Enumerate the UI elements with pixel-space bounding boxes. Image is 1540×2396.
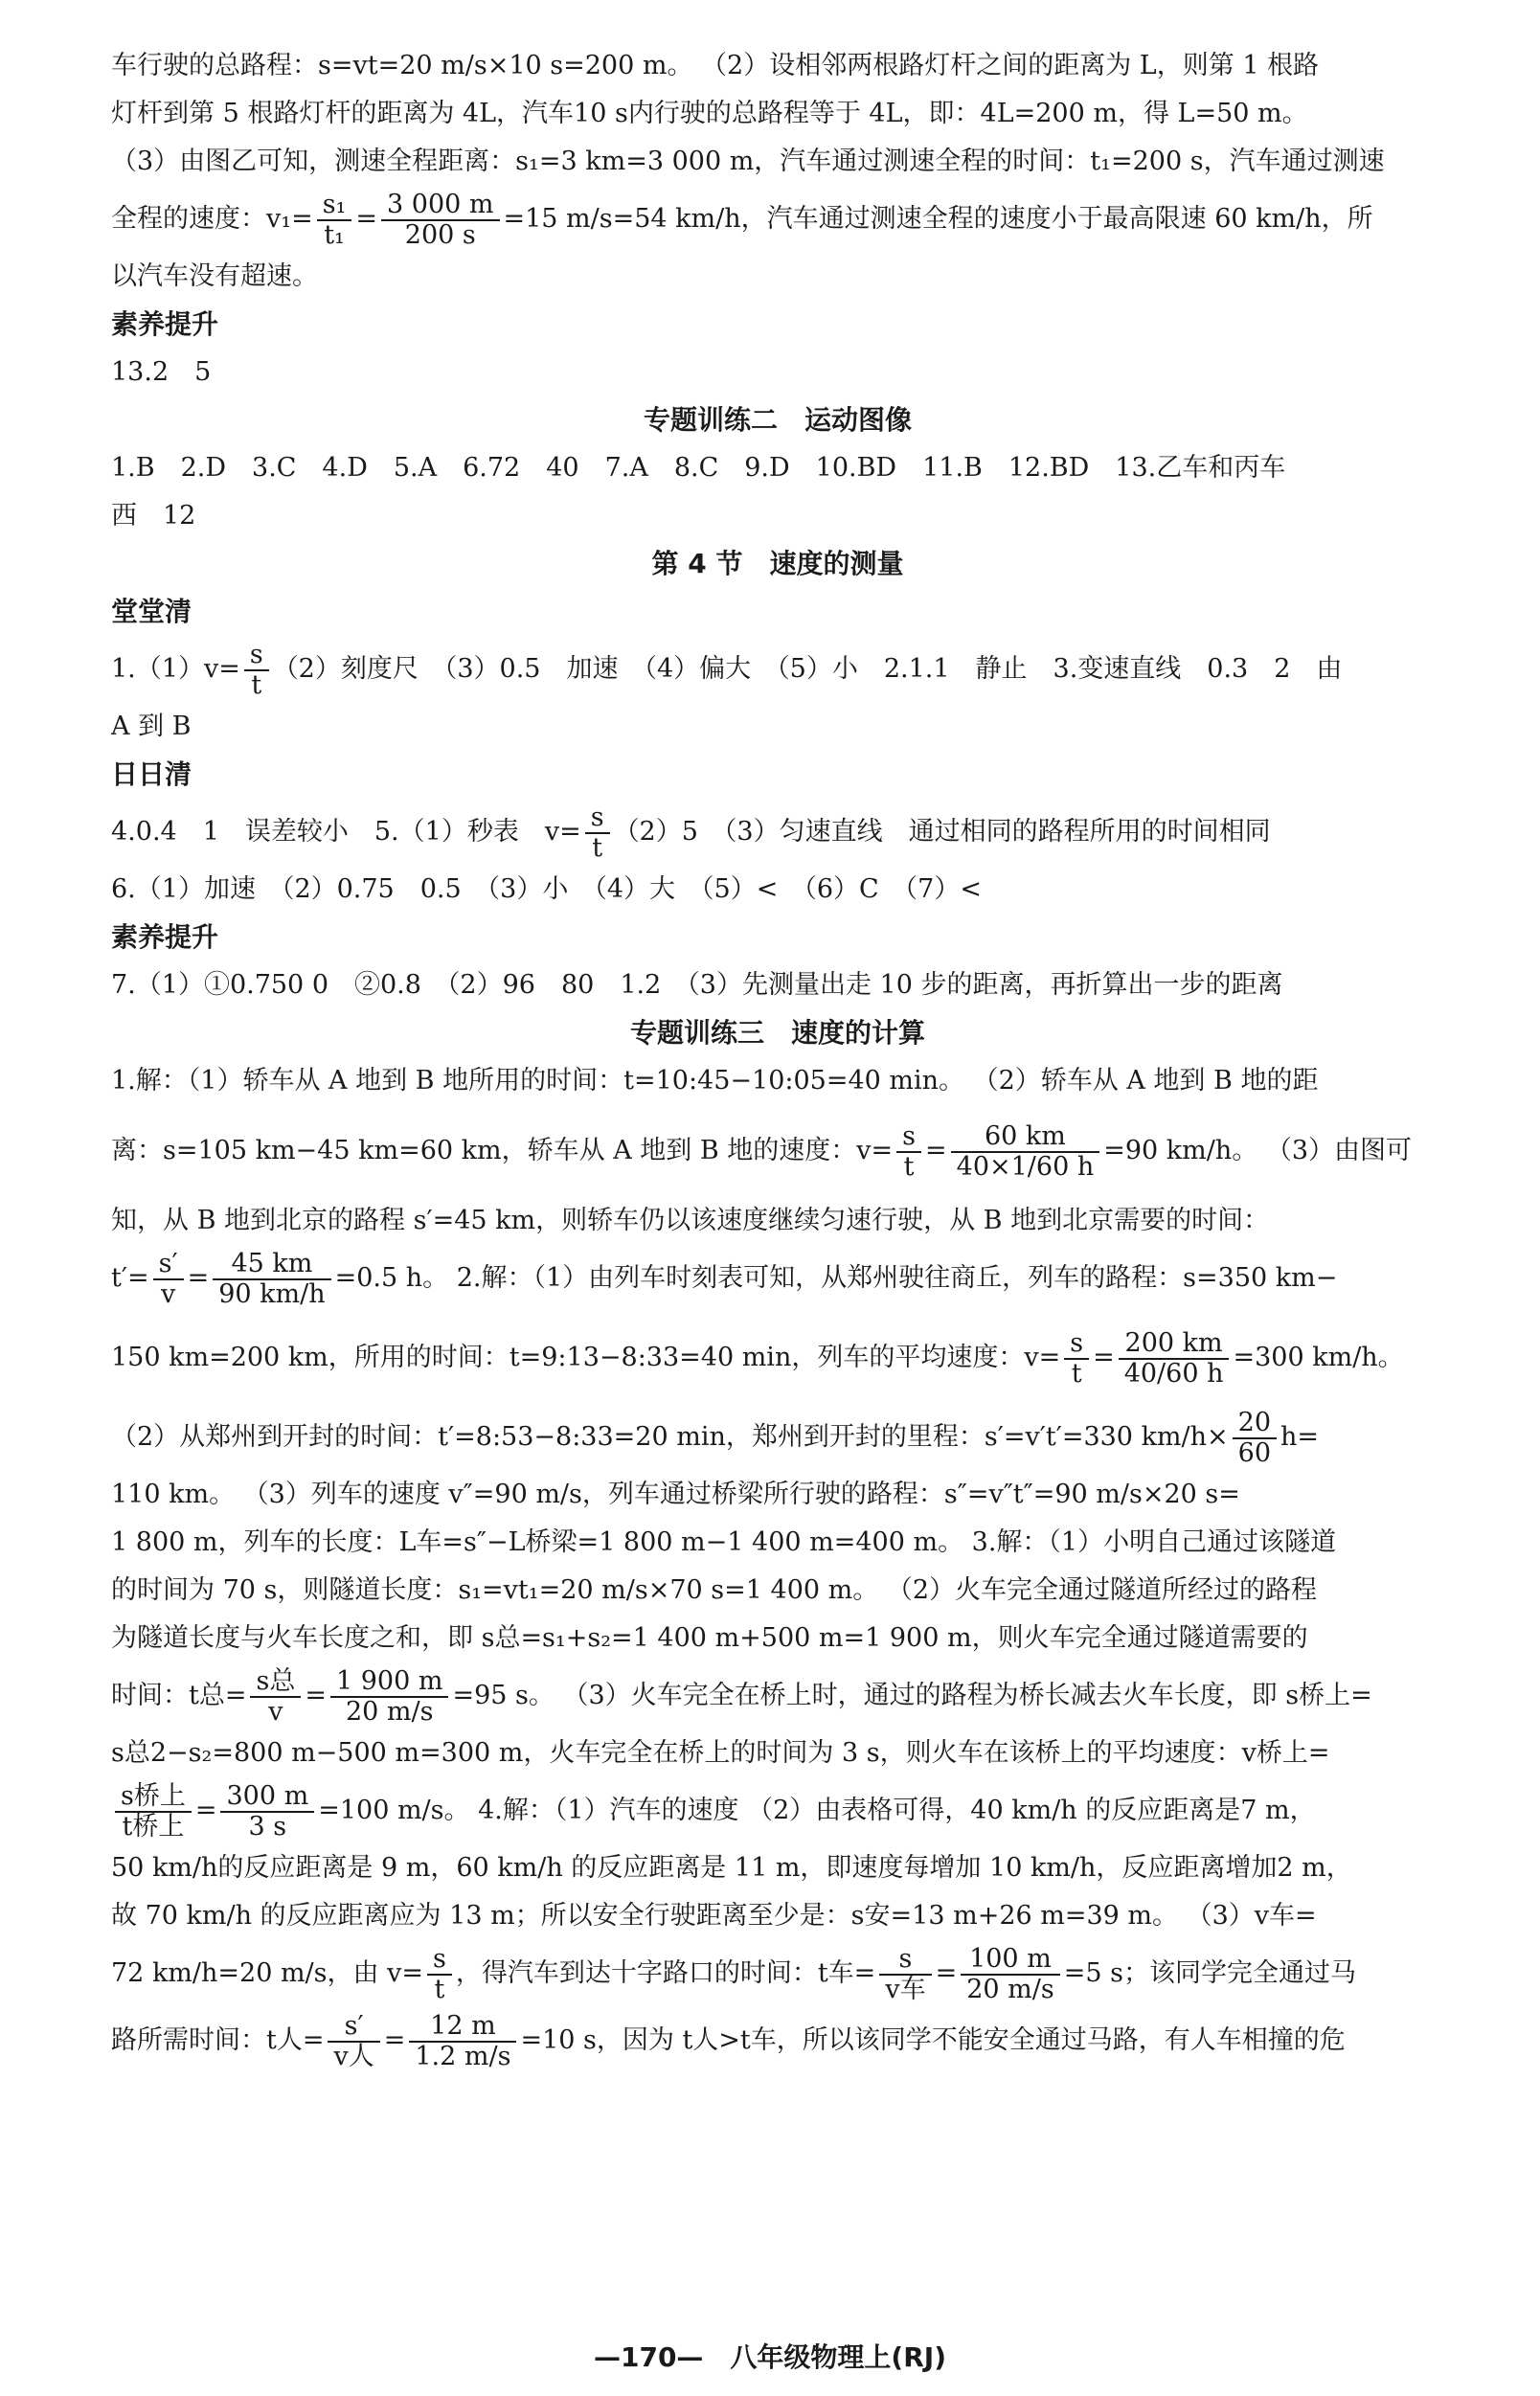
section-title: 专题训练二 运动图像 (643, 404, 912, 436)
text-span: 4.0.4 1 误差较小 5.（1）秒表 v= (111, 817, 581, 847)
fraction (1233, 1409, 1277, 1468)
text-line: 的时间为 70 s，则隧道长度：s₁=vt₁=20 m/s×70 s=1 400 m。 （2）火车完全通过隧道所经过的路程 (111, 1575, 1318, 1605)
fraction-denominator: 200 s (404, 219, 476, 250)
text-line: 时间：t总= $\frac{\text{s总}}{v}$ = $\frac{1 900 m}{20 m/s}$ =95 s。 （3）火车完全在桥上时，通过的路程为桥长减去火车长度，即 s桥上= (111, 1665, 1372, 1727)
text-span: =10 s，因为 t人>t车，所以该同学不能安全通过马路，有人车相撞的危 (520, 2025, 1346, 2055)
fraction-numerator: 1 900 m (330, 1667, 448, 1698)
page-footer: —170— 八年级物理上(RJ) (593, 2341, 947, 2373)
text-line: s总2−s₂=800 m−500 m=300 m，火车完全在桥上的时间为 3 s，则火车在该桥上的平均速度：v桥上= (111, 1738, 1330, 1768)
fraction-denominator: t (434, 1974, 445, 2004)
text-span: 时间：t总= (111, 1681, 247, 1710)
text-line: 1.B 2.D 3.C 4.D 5.A 6.72 40 7.A 8.C 9.D 10.BD 11.B 12.BD 13.乙车和丙车 (111, 453, 1286, 483)
text-line: $\frac{\text{s桥上}}{\text{t桥上}}$ = $\frac{300 m}{3 s}$ =100 m/s。 4.解：（1）汽车的速度 （2）由表格可得，40 km/h 的反应距离是7 m， (111, 1777, 1444, 1844)
fraction (213, 1250, 330, 1309)
text-span: =300 km/h。 (1233, 1343, 1404, 1372)
text-line: 车行驶的总路程：s=vt=20 m/s×10 s=200 m。 （2）设相邻两根路灯杆之间的距离为 L，则第 1 根路 (111, 51, 1320, 80)
fraction-denominator: 20 m/s (345, 1696, 434, 1727)
fraction-numerator: s (879, 1945, 931, 1976)
fraction-denominator: v (160, 1278, 176, 1309)
text-line: 西 12 (111, 501, 196, 531)
text-span: =5 s；该同学完全通过马 (1063, 1958, 1356, 1988)
text-span: t′= (111, 1263, 149, 1293)
text-span: 1.（1）v= (111, 654, 240, 684)
text-line: A 到 B (111, 712, 192, 741)
fraction-denominator: v人 (333, 2041, 374, 2071)
fraction-denominator: 40×1/60 h (956, 1151, 1095, 1182)
fraction-denominator: 20 m/s (966, 1974, 1054, 2004)
text-span: =90 km/h。 （3）由图可 (1103, 1136, 1413, 1165)
section-heading: 堂堂清 (111, 596, 192, 627)
fraction-numerator: 45 km (213, 1250, 330, 1280)
section-heading: 素养提升 (111, 921, 219, 953)
text-line: 离：s=105 km−45 km=60 km，轿车从 A 地到 B 地的速度：v= $\frac{s}{t}$ = $\frac{60 km}{40\times 1/60 h}$ =90 km/h。 （3）由图可 (111, 1120, 1413, 1182)
text-line: 灯杆到第 5 根路灯杆的距离为 4L，汽车10 s内行驶的总路程等于 4L，即：4L=200 m，得 L=50 m。 (111, 99, 1308, 128)
text-span: 离：s=105 km−45 km=60 km，轿车从 A 地到 B 地的速度：v= (111, 1136, 894, 1165)
fraction-denominator: t (903, 1151, 915, 1182)
fraction-numerator: 200 km (1119, 1329, 1230, 1360)
fraction (330, 1667, 448, 1727)
fraction-denominator: 1.2 m/s (415, 2041, 511, 2071)
text-span: ，得汽车到达十字路口的时间：t车= (455, 1958, 876, 1988)
fraction-numerator: s (896, 1122, 921, 1153)
fraction-numerator: 12 m (409, 2012, 516, 2043)
text-line (111, 799, 1444, 866)
text-span: h= (1280, 1422, 1320, 1452)
text-line: 72 km/h=20 m/s，由 v= $\frac{s}{t}$ ，得汽车到达十字路口的时间：t车= $\frac{s}{\text{v车}}$ = $\frac{100 m}{20 m/s}$ =5 s；该同学完全通过马 (111, 1943, 1356, 2004)
text-line: 6.（1）加速 （2）0.75 0.5 （3）小 （4）大 （5）< （6）C （7）< (111, 874, 982, 904)
fraction (1064, 1329, 1089, 1389)
fraction-numerator: s (244, 641, 269, 671)
text-line: 全程的速度：v₁= $\frac{\text{s₁}}{\text{t₁}}$ = $\frac{3 000 m}{200 s}$ =15 m/s=54 km/h，汽车通过测速全程的速度小于最高限速 60 km/h，所 (111, 189, 1373, 250)
fraction-denominator: v车 (885, 1974, 926, 2004)
fraction (585, 803, 610, 863)
fraction (220, 1782, 314, 1842)
text-line: 故 70 km/h 的反应距离应为 13 m；所以安全行驶距离至少是：s安=13 m+26 m=39 m。 （3）v车= (111, 1901, 1317, 1931)
fraction (153, 1250, 184, 1309)
section-continued-answers (111, 42, 1444, 2074)
fraction-numerator: s (427, 1945, 452, 1976)
text-span: 72 km/h=20 m/s，由 v= (111, 1958, 423, 1988)
text-line: 为隧道长度与火车长度之和，即 s总=s₁+s₂=1 400 m+500 m=1 900 m，则火车完全通过隧道需要的 (111, 1623, 1308, 1653)
text-span: =100 m/s。 4.解：（1）汽车的速度 （2）由表格可得，40 km/h 的反应距离是7 m， (318, 1796, 1316, 1825)
fraction-numerator: s′ (328, 2012, 379, 2043)
fraction (328, 2012, 379, 2071)
fraction (896, 1122, 921, 1182)
text-line: 1.解：（1）轿车从 A 地到 B 地所用的时间：t=10:45−10:05=40 min。 （2）轿车从 A 地到 B 地的距 (111, 1066, 1319, 1096)
fraction-denominator: 90 km/h (218, 1278, 326, 1309)
text-line: 150 km=200 km，所用的时间：t=9:13−8:33=40 min，列车的平均速度：v= $\frac{s}{t}$ = $\frac{200 km}{40/60 h}$ =300 km/h。 (111, 1327, 1404, 1389)
text-span: 全程的速度：v₁= (111, 204, 313, 234)
fraction-denominator: t (592, 832, 603, 863)
text-span: 路所需时间：t人= (111, 2025, 325, 2055)
fraction (115, 1782, 192, 1842)
text-line: 知，从 B 地到北京的路程 s′=45 km，则轿车仍以该速度继续匀速行驶，从 B 地到北京需要的时间： (111, 1206, 1270, 1235)
fraction-numerator: 20 (1233, 1409, 1277, 1439)
section-title: 第 4 节 速度的测量 (651, 548, 904, 579)
section-title: 专题训练三 速度的计算 (629, 1017, 925, 1049)
fraction (409, 2012, 516, 2071)
text-span: =0.5 h。 2.解：（1）由列车时刻表可知，从郑州驶往商丘，列车的路程：s=350 km− (334, 1263, 1338, 1293)
text-line: 50 km/h的反应距离是 9 m，60 km/h 的反应距离是 11 m，即速度每增加 10 km/h，反应距离增加2 m， (111, 1853, 1352, 1883)
text-line: 1 800 m，列车的长度：L车=s″−L桥梁=1 800 m−1 400 m=400 m。 3.解：（1）小明自己通过该隧道 (111, 1527, 1337, 1557)
fraction (317, 191, 352, 250)
fraction-denominator: 60 (1237, 1437, 1272, 1468)
text-line: t′= $\frac{s'}{v}$ = $\frac{45 km}{90 km/h}$ =0.5 h。 2.解：（1）由列车时刻表可知，从郑州驶往商丘，列车的路程：s=350 km− (111, 1248, 1338, 1309)
fraction (427, 1945, 452, 2004)
fraction (250, 1667, 301, 1727)
fraction-numerator: s桥上 (115, 1782, 192, 1813)
text-line: 13.2 5 (111, 357, 212, 387)
text-line: 以汽车没有超速。 (111, 261, 318, 291)
text-line: 7.（1）①0.750 0 ②0.8 （2）96 80 1.2 （3）先测量出走 10 步的距离，再折算出一步的距离 (111, 970, 1283, 1000)
fraction-denominator: t桥上 (122, 1811, 185, 1842)
text-span: 150 km=200 km，所用的时间：t=9:13−8:33=40 min，列车的平均速度：v= (111, 1343, 1061, 1372)
text-span: =95 s。 （3）火车完全在桥上时，通过的路程为桥长减去火车长度，即 s桥上= (452, 1681, 1372, 1710)
section-heading: 日日清 (111, 758, 192, 790)
text-line (111, 1404, 1444, 1471)
fraction-numerator: s₁ (317, 191, 352, 221)
fraction-denominator: 40/60 h (1123, 1358, 1224, 1389)
text-span: （2）刻度尺 （3）0.5 加速 （4）偏大 （5）小 2.1.1 静止 3.变速直线 0.3 2 由 (272, 654, 1343, 684)
fraction-denominator: t₁ (324, 219, 345, 250)
text-line (111, 636, 1444, 703)
text-line: （3）由图乙可知，测速全程距离：s₁=3 km=3 000 m，汽车通过测速全程的时间：t₁=200 s，汽车通过测速 (111, 147, 1385, 176)
fraction-numerator: s′ (153, 1250, 184, 1280)
fraction (381, 191, 499, 250)
fraction-denominator: 3 s (248, 1811, 287, 1842)
fraction-numerator: 300 m (220, 1782, 314, 1813)
fraction (244, 641, 269, 700)
fraction-numerator: s (1064, 1329, 1089, 1360)
fraction-numerator: 60 km (951, 1122, 1100, 1153)
fraction (961, 1945, 1060, 2004)
fraction-numerator: 3 000 m (381, 191, 499, 221)
fraction (951, 1122, 1100, 1182)
fraction (879, 1945, 931, 2004)
fraction-numerator: 100 m (961, 1945, 1060, 1976)
fraction-denominator: t (1071, 1358, 1082, 1389)
section-heading: 素养提升 (111, 308, 219, 340)
text-line: 110 km。 （3）列车的速度 v″=90 m/s，列车通过桥梁所行驶的路程：s″=v″t″=90 m/s×20 s= (111, 1480, 1240, 1509)
fraction (1119, 1329, 1230, 1389)
fraction-denominator: v (268, 1696, 283, 1727)
fraction-denominator: t (251, 669, 262, 700)
text-span: （2）从郑州到开封的时间：t′=8:53−8:33=20 min，郑州到开封的里程：s′=v′t′=330 km/h× (111, 1422, 1229, 1452)
text-span: =15 m/s=54 km/h，汽车通过测速全程的速度小于最高限速 60 km/h，所 (503, 204, 1373, 234)
text-line: 路所需时间：t人= $\frac{s'}{\text{v人}}$ = $\frac{12 m}{1.2 m/s}$ =10 s，因为 t人>t车，所以该同学不能安全通过马路，有人车相撞的危 (111, 2010, 1346, 2071)
text-span: （2）5 （3）匀速直线 通过相同的路程所用的时间相同 (613, 817, 1271, 847)
fraction-numerator: s (585, 803, 610, 834)
fraction-numerator: s总 (250, 1667, 301, 1698)
